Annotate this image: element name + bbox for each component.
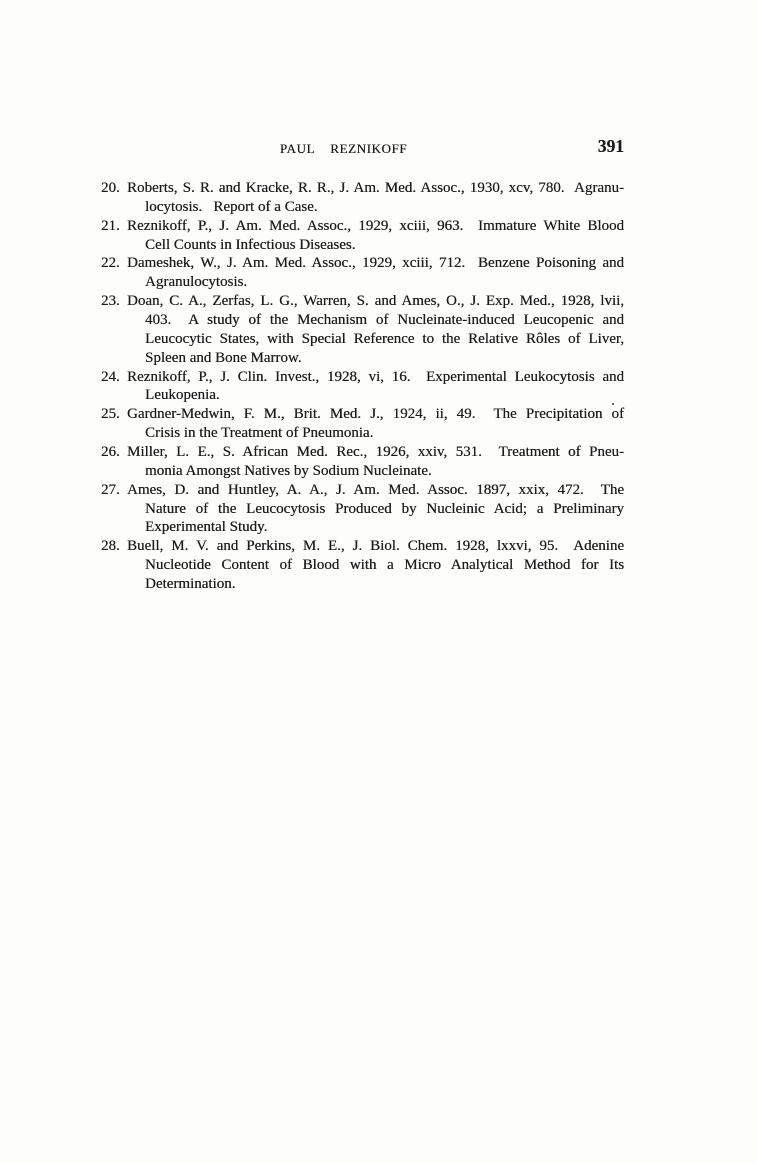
- reference-continuation-line: Experimental Study.: [145, 519, 268, 536]
- reference-list: [101, 179, 624, 594]
- reference-item: [101, 405, 624, 443]
- reference-item: [101, 537, 624, 594]
- reference-continuation-line: Leucocytic States, with Special Reference to the Relative Rôles of Liver,: [145, 330, 624, 347]
- reference-item: [101, 179, 624, 217]
- reference-first-line: 24. Reznikoff, P., J. Clin. Invest., 1928, vi, 16. Experimental Leukocytosis and: [101, 368, 624, 385]
- page-number: 391: [597, 136, 624, 156]
- reference-continuation-line: Nucleotide Content of Blood with a Micro Analytical Method for Its: [145, 557, 624, 574]
- reference-item: [101, 481, 624, 538]
- reference-continuation-line: monia Amongst Natives by Sodium Nucleinate.: [145, 462, 432, 479]
- scan-speck: [612, 403, 614, 405]
- reference-continuation-line: Cell Counts in Infectious Diseases.: [145, 236, 356, 253]
- reference-first-line: 26. Miller, L. E., S. African Med. Rec., 1926, xxiv, 531. Treatment of Pneu-: [101, 444, 624, 461]
- reference-first-line: 21. Reznikoff, P., J. Am. Med. Assoc., 1929, xciii, 963. Immature White Blood: [101, 217, 624, 234]
- reference-first-line: 28. Buell, M. V. and Perkins, M. E., J. Biol. Chem. 1928, lxxvi, 95. Adenine: [101, 538, 625, 555]
- reference-item: [101, 254, 624, 292]
- reference-first-line: 20. Roberts, S. R. and Kracke, R. R., J. Am. Med. Assoc., 1930, xcv, 780. Agranu-: [101, 180, 624, 196]
- reference-continuation-line: Leukopenia.: [145, 387, 220, 404]
- reference-first-line: 22. Dameshek, W., J. Am. Med. Assoc., 1929, xciii, 712. Benzene Poisoning and: [101, 255, 624, 272]
- running-head: PAUL REZNIKOFF: [279, 141, 408, 156]
- reference-first-line: 27. Ames, D. and Huntley, A. A., J. Am. Med. Assoc. 1897, xxix, 472. The: [101, 481, 624, 498]
- reference-continuation-line: 403. A study of the Mechanism of Nucleinate-induced Leucopenic and: [145, 312, 624, 329]
- page-header: [101, 136, 624, 163]
- reference-first-line: 25. Gardner-Medwin, F. M., Brit. Med. J., 1924, ii, 49. The Precipitation of: [101, 406, 624, 423]
- reference-continuation-line: Agranulocytosis.: [145, 274, 248, 291]
- reference-continuation-line: Nature of the Leucocytosis Produced by Nucleinic Acid; a Preliminary: [145, 500, 624, 517]
- reference-first-line: 23. Doan, C. A., Zerfas, L. G., Warren, S. and Ames, O., J. Exp. Med., 1928, lvii,: [101, 293, 624, 310]
- reference-number: 24.: [101, 368, 120, 385]
- reference-continuation-line: Determination.: [145, 576, 236, 593]
- reference-number: 21.: [101, 217, 120, 234]
- reference-number: 25.: [101, 406, 120, 423]
- reference-item: [101, 368, 624, 406]
- reference-number: 22.: [101, 255, 120, 272]
- reference-number: 28.: [101, 538, 120, 555]
- reference-number: 27.: [101, 481, 120, 498]
- reference-number: 23.: [101, 293, 120, 310]
- reference-continuation-line: Spleen and Bone Marrow.: [145, 349, 302, 366]
- reference-item: [101, 292, 624, 367]
- reference-item: [101, 217, 624, 255]
- reference-continuation-line: Crisis in the Treatment of Pneumonia.: [145, 425, 374, 442]
- reference-number: 26.: [101, 444, 120, 461]
- reference-number: 20.: [101, 180, 120, 196]
- reference-continuation-line: locytosis. Report of a Case.: [145, 198, 318, 215]
- reference-item: [101, 443, 624, 481]
